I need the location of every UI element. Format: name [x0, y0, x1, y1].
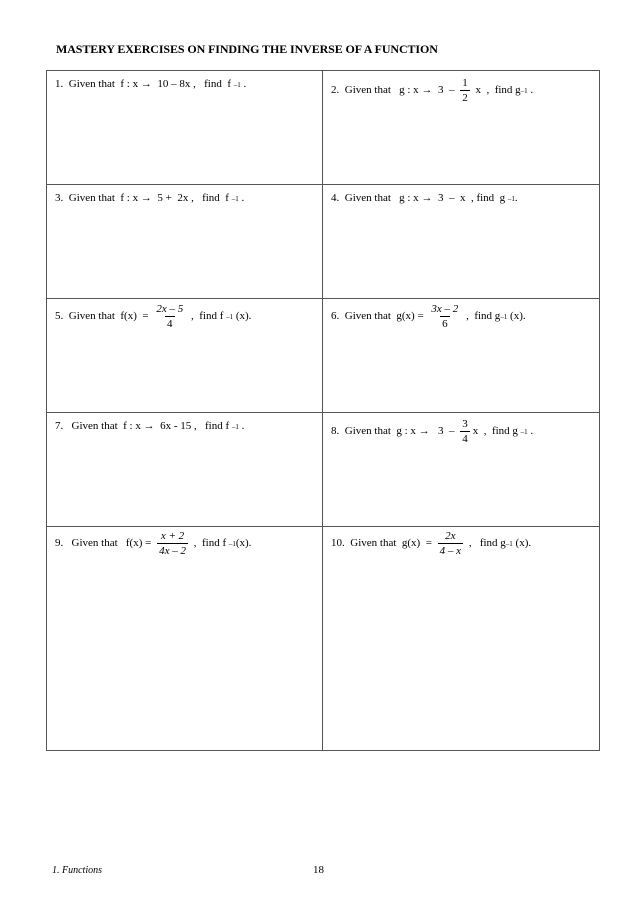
question-cell-8 [323, 413, 600, 527]
question-cell-1 [47, 71, 323, 185]
fraction: $\frac{2x}{4 - x}$ [439, 530, 462, 557]
question-cell-9 [47, 527, 323, 751]
arrow-symbol: → [138, 78, 155, 90]
table-row [47, 185, 600, 299]
question-cell-5 [47, 299, 323, 413]
footer-section-label: 1. Functions [52, 865, 102, 876]
question-2: 2. Given that g : x → 3 – $\frac{1}{2}$ x , find g –1 . [331, 77, 534, 104]
arrow-symbol: → [140, 420, 158, 432]
question-8: 8. Given that g : x → 3 – $\frac{3}{4}$ x , find g –1 . [331, 418, 534, 445]
question-cell-10 [323, 527, 600, 751]
page-title: MASTERY EXERCISES ON FINDING THE INVERSE OF A FUNCTION [56, 42, 438, 56]
arrow-symbol: → [418, 192, 436, 204]
table-row [47, 413, 600, 527]
question-cell-7 [47, 413, 323, 527]
table-row [47, 299, 600, 413]
question-3: 3. Given that f : x → 5 + 2x , find f –1 . [55, 192, 245, 204]
question-7: 7. Given that f : x → 6x - 15 , find f –1 . [55, 420, 245, 432]
fraction: $\frac{3}{4}$ [462, 418, 468, 445]
exercise-table [46, 70, 600, 751]
page-number: 18 [313, 864, 324, 876]
question-9: 9. Given that f(x) = $\frac{x + 2}{4x - 2}$ , find f –1 (x). [55, 530, 252, 557]
question-10: 10. Given that g(x) = $\frac{2x}{4 - x}$ , find g –1 (x). [331, 530, 532, 557]
arrow-symbol: → [418, 84, 436, 96]
question-4: 4. Given that g : x → 3 – x , find g –1 . [331, 192, 518, 204]
question-cell-3 [47, 185, 323, 299]
arrow-symbol: → [138, 192, 155, 204]
question-cell-4 [323, 185, 600, 299]
table-row [47, 71, 600, 185]
fraction: $\frac{2x - 5}{4}$ [156, 303, 184, 330]
fraction: $\frac{3x - 2}{6}$ [431, 303, 459, 330]
question-cell-6 [323, 299, 600, 413]
question-5: 5. Given that f(x) = $\frac{2x - 5}{4}$ , find f –1 (x). [55, 303, 252, 330]
arrow-symbol: → [415, 425, 433, 437]
question-cell-2 [323, 71, 600, 185]
fraction: $\frac{1}{2}$ [462, 77, 468, 104]
question-1: 1. Given that f : x → 10 – 8x , find f –1 . [55, 78, 247, 90]
fraction: $\frac{x + 2}{4x - 2}$ [159, 530, 186, 557]
question-6: 6. Given that g(x) = $\frac{3x - 2}{6}$ , find g –1 (x). [331, 303, 526, 330]
table-row [47, 527, 600, 751]
